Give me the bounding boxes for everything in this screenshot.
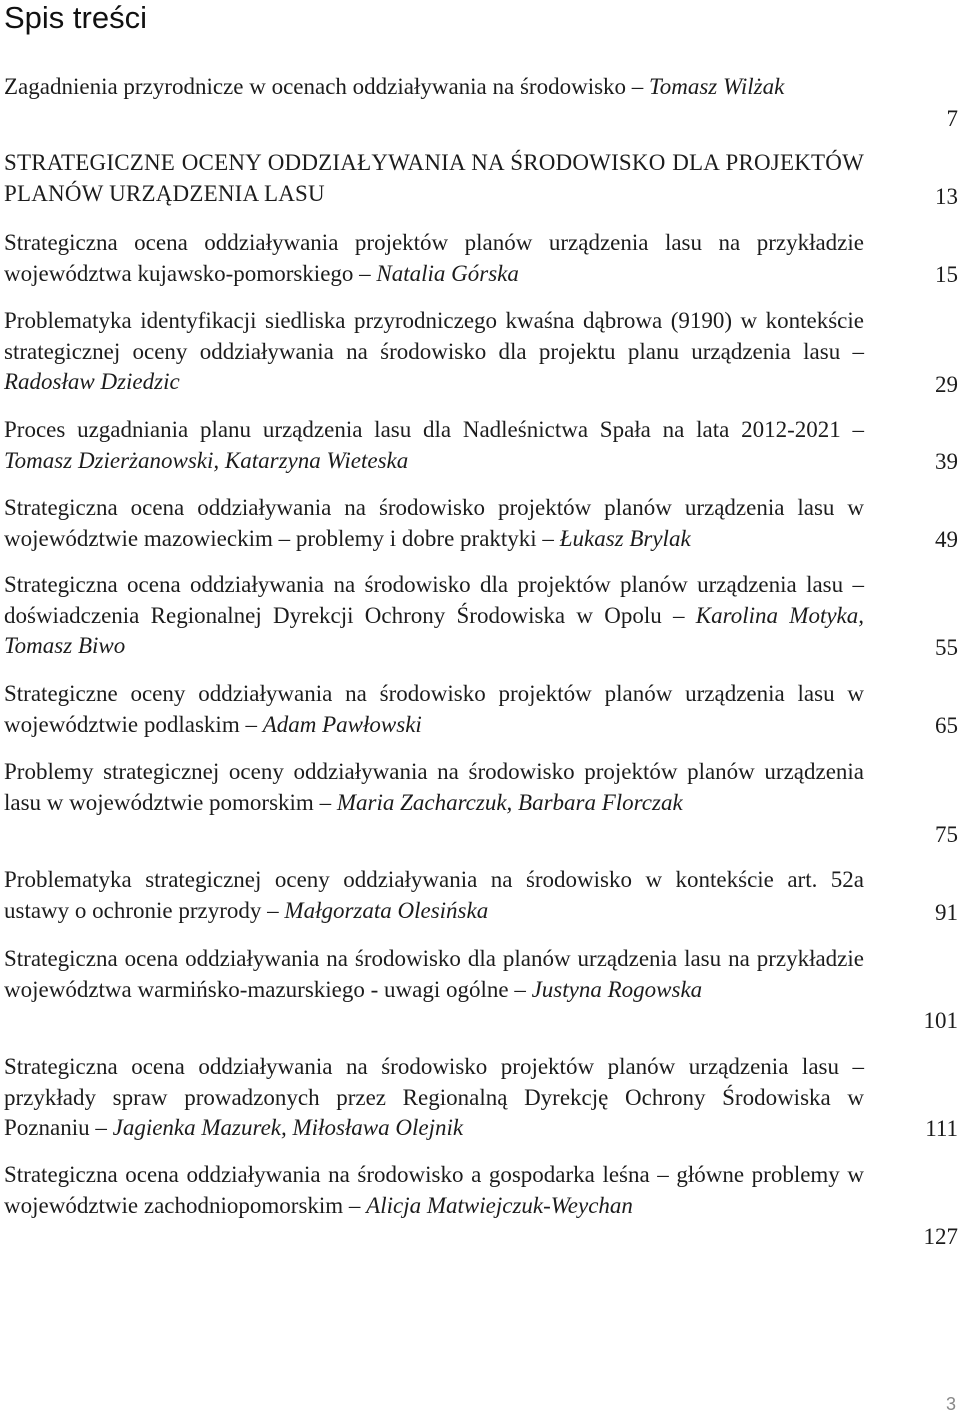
toc-entry-author: Karolina Motyka, Tomasz Biwo xyxy=(4,602,864,658)
toc-entry-page: 111 xyxy=(925,1116,958,1141)
toc-entry-text xyxy=(4,72,864,103)
toc-entry-page: 13 xyxy=(935,184,958,209)
toc-entry-author: Małgorzata Olesińska xyxy=(284,897,489,923)
toc-entry-page: 39 xyxy=(935,449,958,474)
toc-entry[interactable] xyxy=(4,865,960,928)
toc-entry-page: 65 xyxy=(935,713,958,738)
toc-entry-title: Strategiczna ocena oddziaływania na środowisko projektów planów urządzenia lasu w województwie mazowieckim – problemy i dobre praktyki – xyxy=(4,495,864,551)
toc-entry-text xyxy=(4,679,864,740)
toc-entry[interactable] xyxy=(4,306,960,400)
toc-entry-text xyxy=(4,228,864,289)
toc-entry-page: 101 xyxy=(923,1008,958,1033)
toc-entry-title: Strategiczna ocena oddziaływania na środowisko projektów planów urządzenia lasu – przykłady spraw prowadzonych przez Regionalną Dyrekcję Ochrony Środowiska w Poznaniu – xyxy=(4,1054,864,1140)
toc-entry[interactable] xyxy=(4,757,960,850)
toc-entry[interactable] xyxy=(4,570,960,663)
toc-entry-author: Adam Pawłowski xyxy=(262,711,422,737)
toc-entry-title: Strategiczna ocena oddziaływania projektów planów urządzenia lasu na przykładzie województwa kujawsko-pomorskiego – xyxy=(4,230,864,286)
toc-entry-title: STRATEGICZNE OCENY ODDZIAŁYWANIA NA ŚRODOWISKO DLA PROJEKTÓW PLANÓW URZĄDZENIA LASU xyxy=(4,150,864,206)
toc-entry-page: 49 xyxy=(935,527,958,552)
toc-entry-title: Problematyka strategicznej oceny oddziaływania na środowisko w kontekście art. 52a ustawy o ochronie przyrody – xyxy=(4,867,864,923)
toc-entry-text xyxy=(4,148,864,209)
toc-entry-author: Alicja Matwiejczuk-Weychan xyxy=(366,1192,633,1218)
toc-entry-page: 29 xyxy=(935,372,958,397)
toc-entry-text xyxy=(4,944,864,1005)
toc-entry-author: Łukasz Brylak xyxy=(559,525,691,551)
toc-entry-author: Maria Zacharczuk, Barbara Florczak xyxy=(336,789,683,815)
toc-entry[interactable] xyxy=(4,1052,960,1144)
toc-entry-page: 55 xyxy=(935,635,958,660)
toc-entry[interactable] xyxy=(4,228,960,290)
toc-entry-author: Jagienka Mazurek, Miłosława Olejnik xyxy=(112,1115,464,1140)
toc-entry-title: Strategiczna ocena oddziaływania na środowisko a gospodarka leśna – główne problemy w województwie zachodniopomorskim – xyxy=(4,1162,864,1218)
toc-entry-text xyxy=(4,306,864,398)
toc-entry-text xyxy=(4,570,864,662)
toc-entry-text xyxy=(4,415,864,476)
toc-entry-page: 91 xyxy=(935,900,958,925)
toc-entry[interactable] xyxy=(4,493,960,555)
toc-entry-title: Strategiczna ocena oddziaływania na środowisko dla projektów planów urządzenia lasu – doświadczenia Regionalnej Dyrekcji Ochrony Środowiska w Opolu – xyxy=(4,572,864,628)
toc-entry[interactable] xyxy=(4,944,960,1036)
toc-entry-title: Problematyka identyfikacji siedliska przyrodniczego kwaśna dąbrowa (9190) w kontekście strategicznej oceny oddziaływania na środowisko dla projektu planu urządzenia lasu – xyxy=(4,308,864,364)
toc-entry-text xyxy=(4,757,864,818)
toc-entry-author: Natalia Górska xyxy=(376,260,519,286)
toc-entry-author: Radosław Dziedzic xyxy=(4,369,180,394)
toc-entry-page: 15 xyxy=(935,262,958,287)
toc-entry-title: Zagadnienia przyrodnicze w ocenach oddziaływania na środowisko – xyxy=(4,74,644,99)
page-number: 3 xyxy=(945,1394,956,1414)
toc-entry-text xyxy=(4,1160,864,1221)
toc-entry-author: Justyna Rogowska xyxy=(531,976,703,1002)
toc-entry[interactable] xyxy=(4,415,960,477)
toc-entry-page: 127 xyxy=(923,1224,958,1249)
toc-entry[interactable] xyxy=(4,148,960,212)
toc-entry-title: Proces uzgadniania planu urządzenia lasu dla Nadleśnictwa Spała na lata 2012-2021 – xyxy=(4,417,864,442)
toc-entry-text xyxy=(4,493,864,554)
toc-entry-page: 7 xyxy=(946,106,958,131)
toc-entry[interactable] xyxy=(4,679,960,741)
toc-entry[interactable] xyxy=(4,72,960,134)
toc-entry-text xyxy=(4,1052,864,1144)
page-title: Spis treści xyxy=(4,0,147,35)
toc-entry-title: Strategiczna ocena oddziaływania na środowisko dla planów urządzenia lasu na przykładzie województwa warmińsko-mazurskiego - uwagi ogólne – xyxy=(4,946,864,1002)
toc-entry-author: Tomasz Dzierżanowski, Katarzyna Wieteska xyxy=(4,447,409,473)
toc-entry-title: Problemy strategicznej oceny oddziaływania na środowisko projektów planów urządzenia lasu w województwie pomorskim – xyxy=(4,759,864,815)
toc-entry-author: Tomasz Wilżak xyxy=(649,74,785,99)
toc-entry-title: Strategiczne oceny oddziaływania na środowisko projektów planów urządzenia lasu w województwie podlaskim – xyxy=(4,681,864,737)
toc-entry[interactable] xyxy=(4,1160,960,1252)
toc-entry-text xyxy=(4,865,864,926)
toc-entry-page: 75 xyxy=(935,822,958,847)
